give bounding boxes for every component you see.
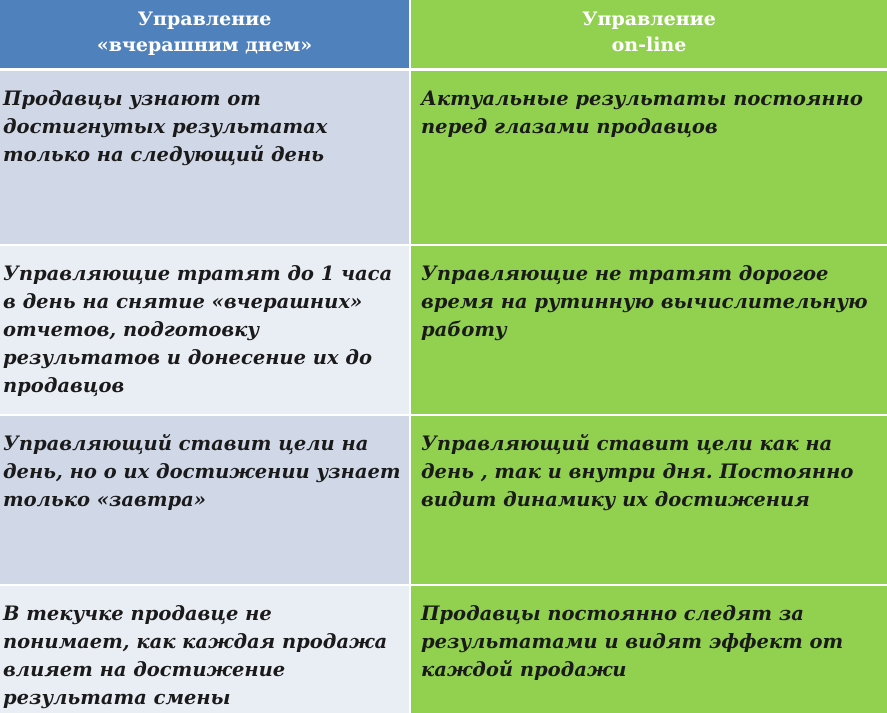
header-left-line1: Управление — [137, 8, 272, 30]
row-2-yesterday-cell — [0, 246, 411, 416]
row-2-yesterday-text: Управляющие тратят до 1 часа в день на снятие «вчерашних» отчетов, подготовку результатов и донесение их до продавцов — [3, 262, 393, 397]
header-right-line1: Управление — [582, 8, 716, 30]
header-yesterday-management — [0, 0, 411, 71]
row-4-online-cell — [411, 586, 887, 713]
row-4-yesterday-cell — [0, 586, 411, 713]
row-1-online-cell — [411, 71, 887, 246]
row-2-online-cell — [411, 246, 887, 416]
row-3-yesterday-text: Управляющий ставит цели на день, но о их достижении узнает только «завтра» — [3, 432, 401, 511]
row-4-yesterday-text: В текучке продавце не понимает, как каждая продажа влияет на достижение результата смены — [3, 602, 388, 709]
row-2-online-text: Управляющие не тратят дорогое время на рутинную вычислительную работу — [421, 262, 868, 341]
row-3-online-cell — [411, 416, 887, 586]
row-1-yesterday-text: Продавцы узнают от достигнутых результатах только на следующий день — [3, 87, 328, 166]
row-3-yesterday-cell — [0, 416, 411, 586]
header-online-management — [411, 0, 887, 71]
row-4-online-text: Продавцы постоянно следят за результатами и видят эффект от каждой продажи — [421, 602, 844, 681]
row-1-yesterday-cell — [0, 71, 411, 246]
row-1-online-text: Актуальные результаты постоянно перед глазами продавцов — [421, 87, 863, 138]
header-left-line2: «вчерашним днем» — [96, 34, 313, 56]
row-3-online-text: Управляющий ставит цели как на день , так и внутри дня. Постоянно видит динамику их достижения — [421, 432, 854, 511]
header-right-line2: on-line — [611, 34, 687, 56]
